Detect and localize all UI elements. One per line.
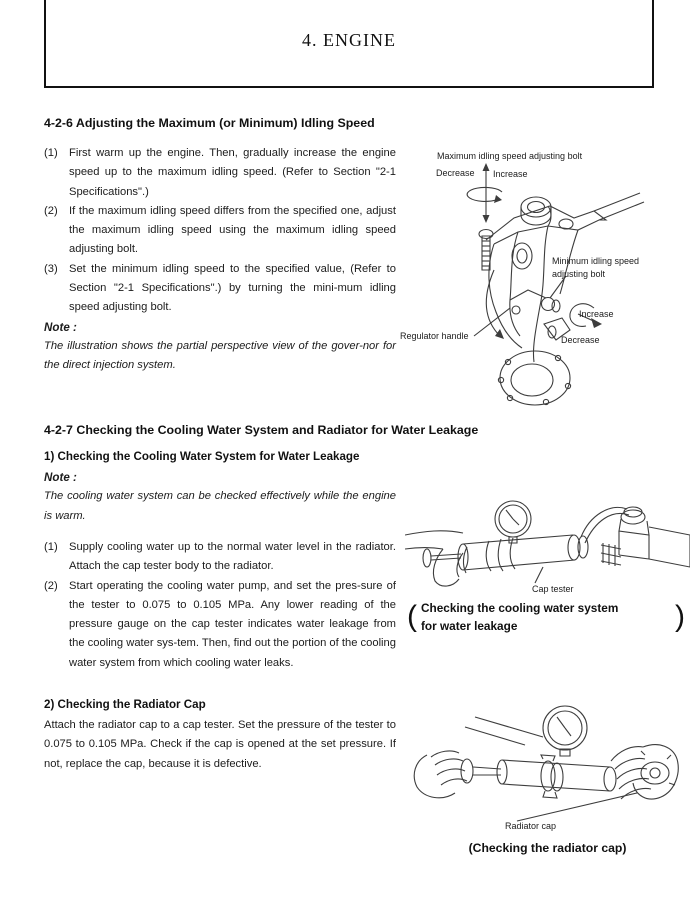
radiator-cap-line-art xyxy=(405,695,690,840)
sub2-heading: 2) Checking the Radiator Cap xyxy=(44,698,206,711)
section-427-heading: 4-2-7 Checking the Cooling Water System and Radiator for Water Leakage xyxy=(44,423,479,437)
figure-governor xyxy=(398,148,660,410)
list-item xyxy=(44,538,396,577)
section-426-list xyxy=(44,144,396,376)
label-decrease-right: Decrease xyxy=(561,335,600,345)
sub1-heading: 1) Checking the Cooling Water System for Water Leakage xyxy=(44,450,360,463)
note-label: Note : xyxy=(44,320,77,334)
list-item-number: (2) xyxy=(44,579,58,592)
list-item-text: First warm up the engine. Then, gradually increase the engine speed up to the maximum idling speed. (Refer to Section "2-1 Specifications".) xyxy=(69,147,396,198)
list-item xyxy=(44,577,396,673)
list-item-text: Start operating the cooling water pump, and set the pres-sure of the tester to 0.075 to 0.105 MPa. Any lower reading of the pressure gauge on the cap tester indicates water leakage from the cooling water sys-tem. Then, find out the portion of the cooling water system from which cooling water leaks. xyxy=(69,579,396,669)
figure-radiator-cap xyxy=(405,695,690,840)
note-label: Note : xyxy=(44,471,77,484)
caption-lines xyxy=(417,599,675,635)
governor-line-art xyxy=(398,148,660,410)
list-item-number: (1) xyxy=(44,541,58,553)
sub1-list xyxy=(44,538,396,673)
cap-tester-line-art xyxy=(405,497,690,597)
label-increase-top: Increase xyxy=(493,169,528,179)
label-min-idling-bolt-2: adjusting bolt xyxy=(552,269,606,279)
label-min-idling-bolt: Minimum idling speed xyxy=(552,256,640,266)
caption-line-1: Checking the cooling water system xyxy=(421,601,619,615)
label-increase-right: Increase xyxy=(579,309,614,319)
note-text: The illustration shows the partial perspective view of the gover-nor for the direct injection system. xyxy=(44,339,396,372)
sub2-body: Attach the radiator cap to a cap tester. Set the pressure of the tester to 0.075 to 0.105 MPa. Check if the cap is opened at the set pressure. If not, replace the cap, because it is defective. xyxy=(44,719,396,770)
label-max-idling-bolt: Maximum idling speed adjusting bolt xyxy=(437,151,583,161)
paren-open: ( xyxy=(407,600,417,633)
list-item-number: (3) xyxy=(44,262,58,275)
label-decrease-top: Decrease xyxy=(436,168,475,178)
list-item xyxy=(44,202,396,260)
label-regulator-handle: Regulator handle xyxy=(400,331,469,341)
list-item-number: (2) xyxy=(44,204,58,217)
label-cap-tester: Cap tester xyxy=(532,584,574,594)
list-item xyxy=(44,144,396,202)
list-item-text: If the maximum idling speed differs from the specified one, adjust the maximum idling speed using the maximum idling speed adjusting bolt. xyxy=(69,204,396,256)
figure-radiator-cap-caption: (Checking the radiator cap) xyxy=(468,841,627,855)
section-426-heading: 4-2-6 Adjusting the Maximum (or Minimum) Idling Speed xyxy=(44,116,375,130)
paren-close: ) xyxy=(675,600,685,633)
list-item-text: Supply cooling water up to the normal water level in the radiator. Attach the cap tester body to the radiator. xyxy=(69,541,396,573)
list-item-number: (1) xyxy=(44,147,58,159)
note-text: The cooling water system can be checked effectively while the engine is warm. xyxy=(44,490,396,522)
caption-line-2: for water leakage xyxy=(421,619,518,633)
label-radiator-cap: Radiator cap xyxy=(505,821,557,831)
page-title: 4. ENGINE xyxy=(302,29,396,50)
figure-cap-tester-caption xyxy=(407,599,685,635)
figure-cap-tester xyxy=(405,497,690,597)
list-item-text: Set the minimum idling speed to the specified value, (Refer to Section "2-1 Specifications".) by turning the mini-mum idling speed adjusting bolt. xyxy=(69,262,396,314)
page-header-box xyxy=(44,0,654,88)
list-item xyxy=(44,260,396,318)
sub1-note xyxy=(44,468,396,526)
